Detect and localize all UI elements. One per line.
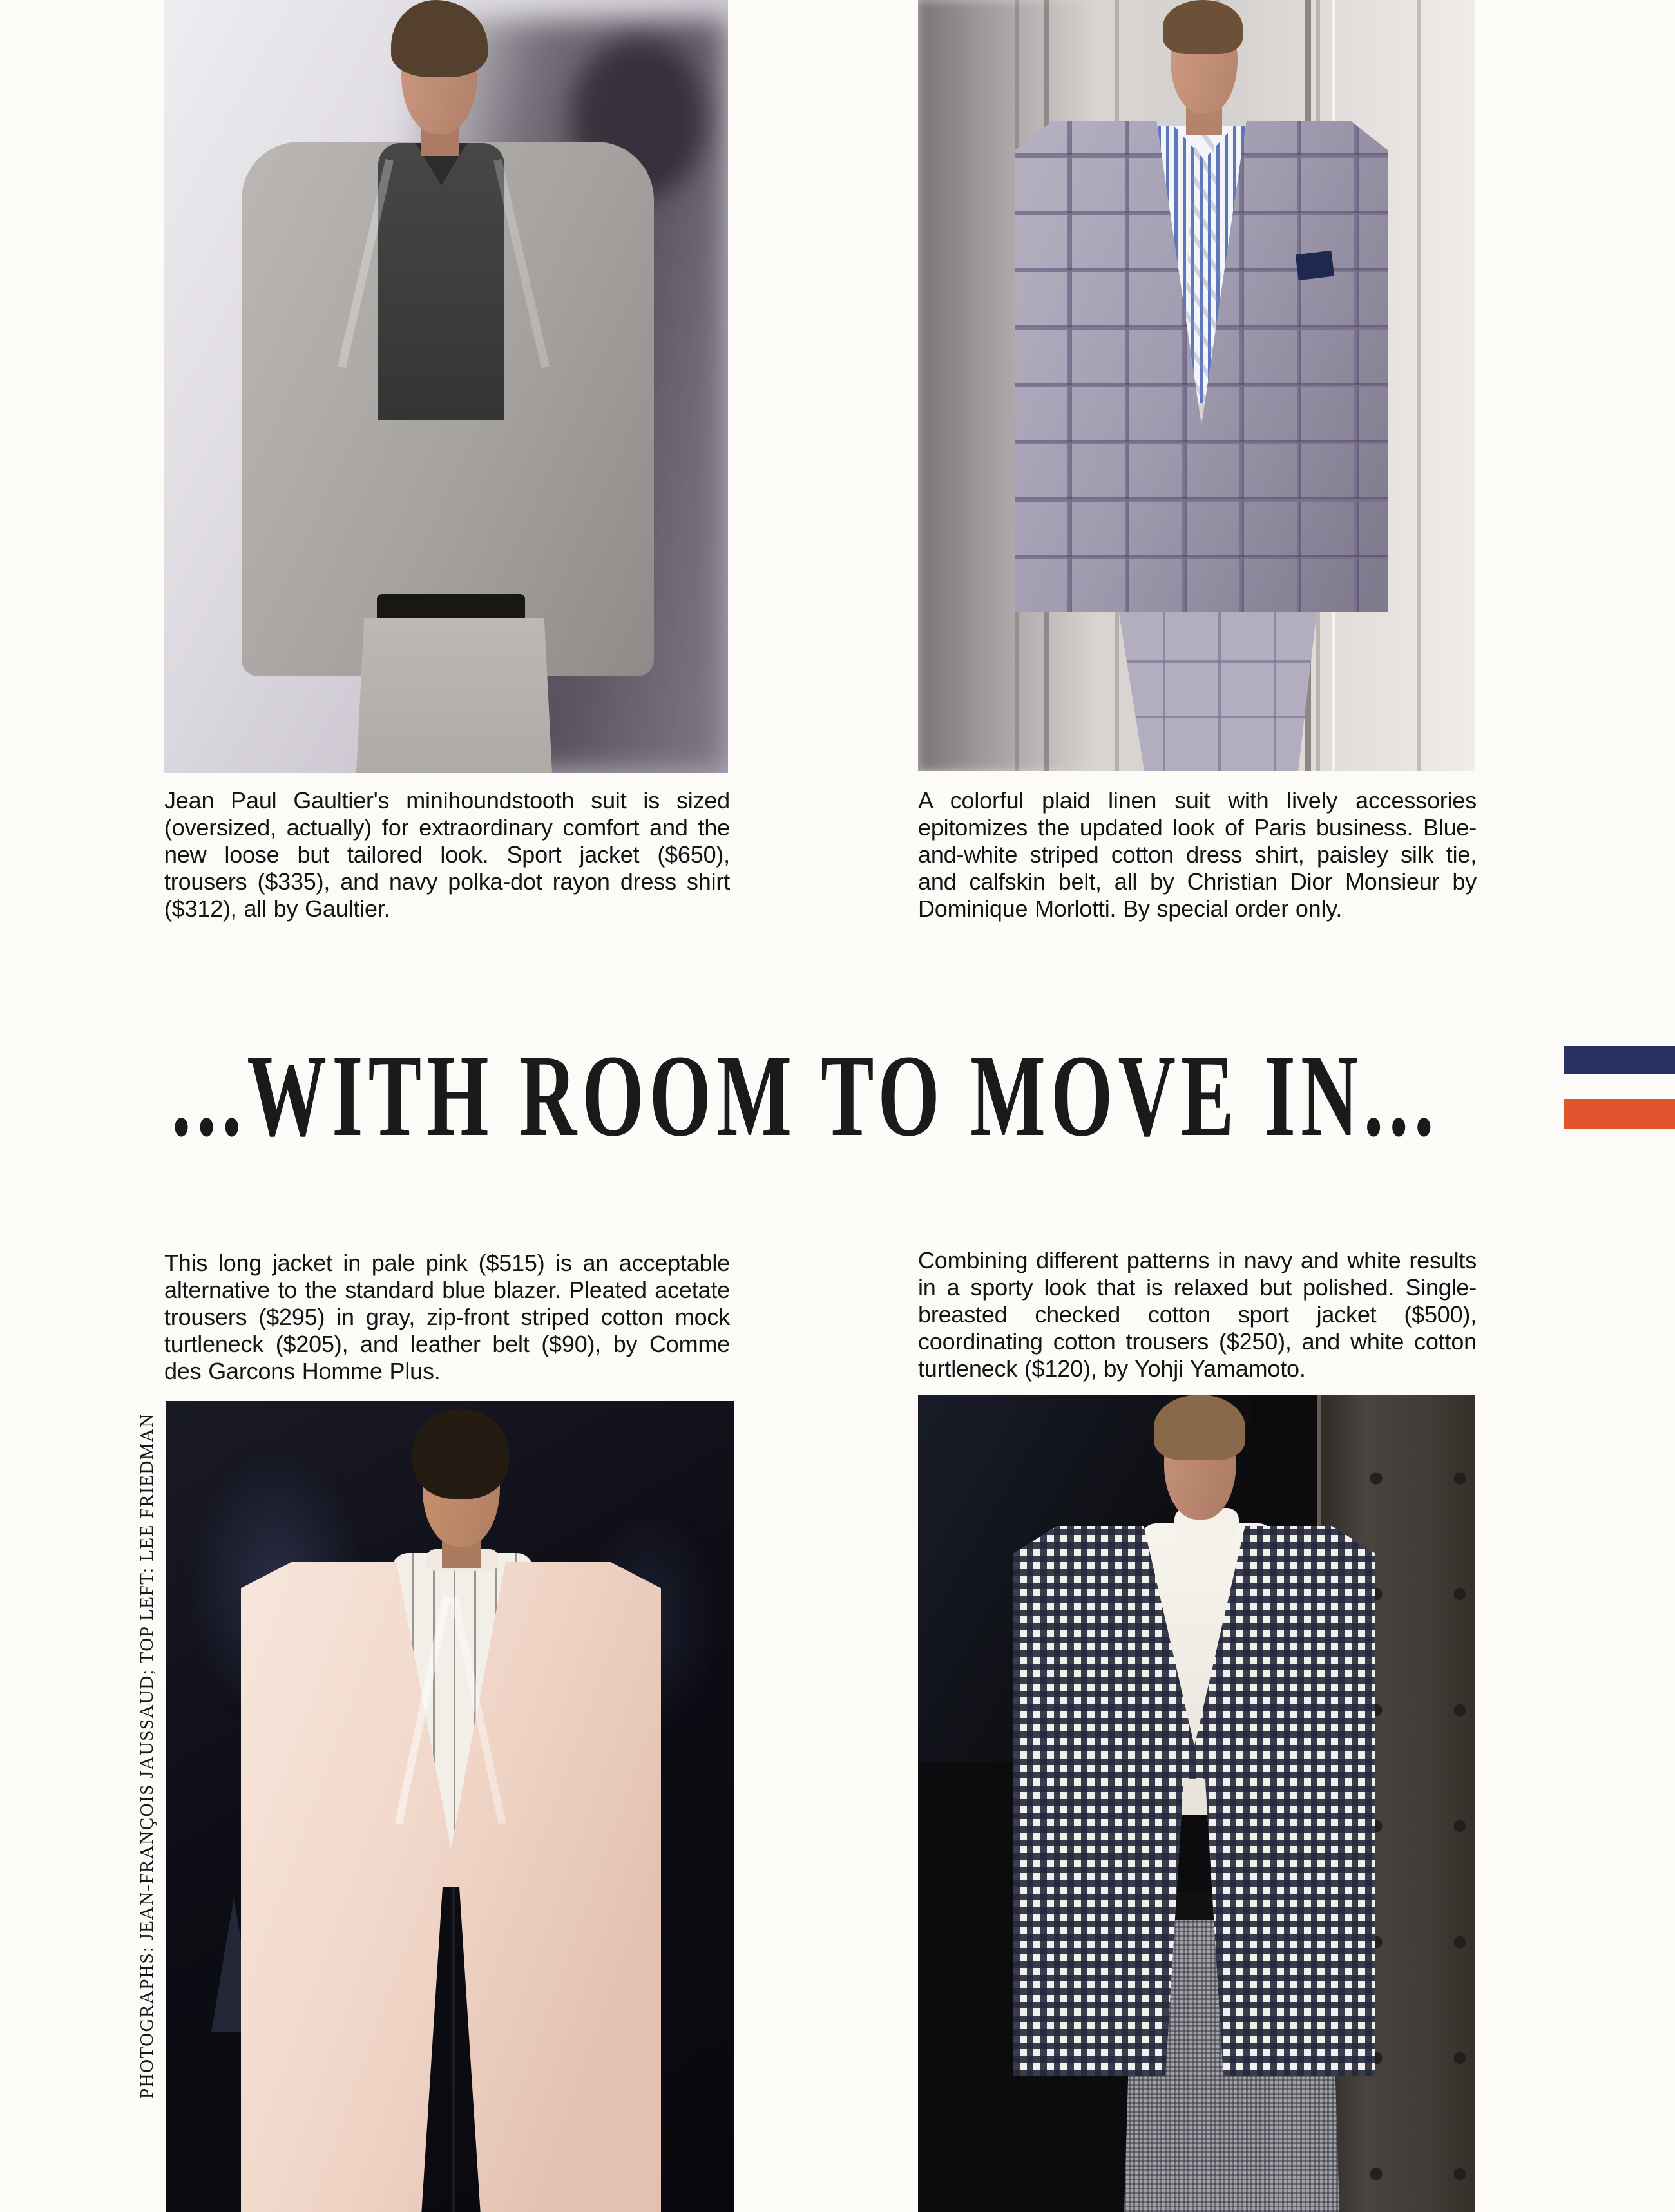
caption-bottom-left: This long jacket in pale pink ($515) is an acceptable alternative to the standard blue blazer. Pleated acetate trousers ($295) in gray, zip-front striped cotton mock turtleneck ($205), and leather belt ($90), by Comme des Garcons Homme Plus.: [164, 1250, 730, 1384]
model-hair: [412, 1409, 509, 1499]
flag-stripe-red-icon: [1564, 1099, 1675, 1129]
photo-credit: PHOTOGRAPHS: JEAN-FRANÇOIS JAUSSAUD; TOP LEFT: LEE FRIEDMAN: [137, 1413, 157, 2099]
model-hair: [1163, 0, 1243, 54]
caption-bottom-right: Combining different patterns in navy and white results in a sporty look that is relaxed but polished. Single-breasted checked cotton sport jacket ($500), coordinating cotton trousers ($250), and white cotton turtleneck ($120), by Yohji Yamamoto.: [918, 1247, 1477, 1382]
caption-top-right: A colorful plaid linen suit with lively accessories epitomizes the updated look of Paris business. Blue-and-white striped cotton dress shirt, paisley silk tie, and calfskin belt, all by Christian Dior Monsieur by Dominique Morlotti. By special order only.: [918, 787, 1477, 922]
model-hair: [1154, 1395, 1245, 1460]
flag-stripe-navy-icon: [1564, 1046, 1675, 1074]
photo-bottom-right-checked-jacket: [918, 1395, 1475, 2212]
photo-bottom-left-pink-jacket: [166, 1401, 734, 2212]
caption-top-left: Jean Paul Gaultier's minihoundstooth suit is sized (oversized, actually) for extraordinary comfort and the new loose but tailored look. Sport jacket ($650), trousers ($335), and navy polka-dot rayon dress shirt ($312), all by Gaultier.: [164, 787, 730, 922]
pocket-square: [1296, 251, 1334, 281]
photo-top-left-gaultier-suit: [164, 0, 728, 773]
photo-top-right-dior-plaid-suit: [918, 0, 1475, 771]
page-headline: ...WITH ROOM TO MOVE IN...: [171, 1031, 1439, 1161]
gray-trousers: [356, 618, 552, 773]
headline-row: [39, 1028, 1572, 1163]
